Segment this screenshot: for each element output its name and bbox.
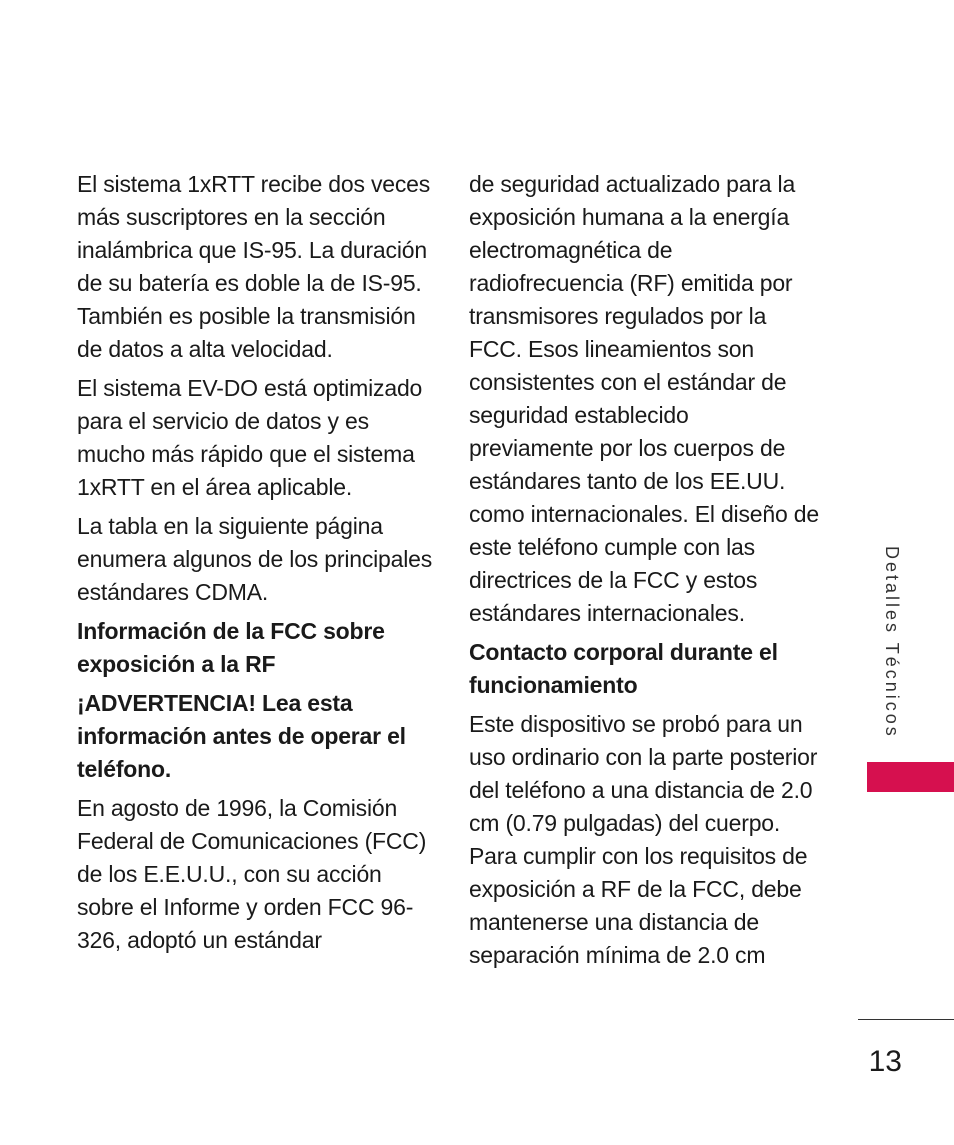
heading-warning: ¡ADVERTENCIA! Lea esta información antes de operar el teléfono. [77, 690, 406, 782]
paragraph-fcc-1996: En agosto de 1996, la Comisión Federal de Comunicaciones (FCC) de los E.E.U.U., con su acción sobre el Informe y orden FCC 96-326, adoptó un estándar [77, 795, 427, 953]
heading-body-contact: Contacto corporal durante el funcionamiento [469, 639, 778, 698]
paragraph-body-contact: Este dispositivo se probó para un uso ordinario con la parte posterior del teléfono a una distancia de 2.0 cm (0.79 pulgadas) del cuerpo. Para cumplir con los requisitos de exposición a RF de la FCC, debe mantenerse una distancia de separación mínima de 2.0 cm [469, 711, 818, 968]
footer-divider [858, 1019, 954, 1020]
section-tab-marker [867, 762, 954, 792]
paragraph-safety-standard: de seguridad actualizado para la exposición humana a la energía electromagnética de radiofrecuencia (RF) emitida por transmisores regulados por la FCC. Esos lineamientos son consistentes con el estándar de seguridad establecido previamente por los cuerpos de estándares tanto de los EE.UU. como internacionales. El diseño de este teléfono cumple con las directrices de la FCC y estos estándares internacionales. [469, 171, 819, 626]
right-column [469, 168, 819, 978]
paragraph-ev-do: El sistema EV-DO está optimizado para el servicio de datos y es mucho más rápido que el sistema 1xRTT en el área aplicable. [77, 375, 423, 500]
section-side-label: Detalles Técnicos [882, 546, 902, 739]
paragraph-1xrtt: El sistema 1xRTT recibe dos veces más suscriptores en la sección inalámbrica que IS-95. La duración de su batería es doble la de IS-95. También es posible la transmisión de datos a alta velocidad. [77, 171, 431, 362]
heading-fcc-rf: Información de la FCC sobre exposición a la RF [77, 618, 385, 677]
page-number: 13 [868, 1045, 902, 1078]
left-column [77, 168, 439, 963]
paragraph-cdma-table: La tabla en la siguiente página enumera algunos de los principales estándares CDMA. [77, 513, 433, 605]
